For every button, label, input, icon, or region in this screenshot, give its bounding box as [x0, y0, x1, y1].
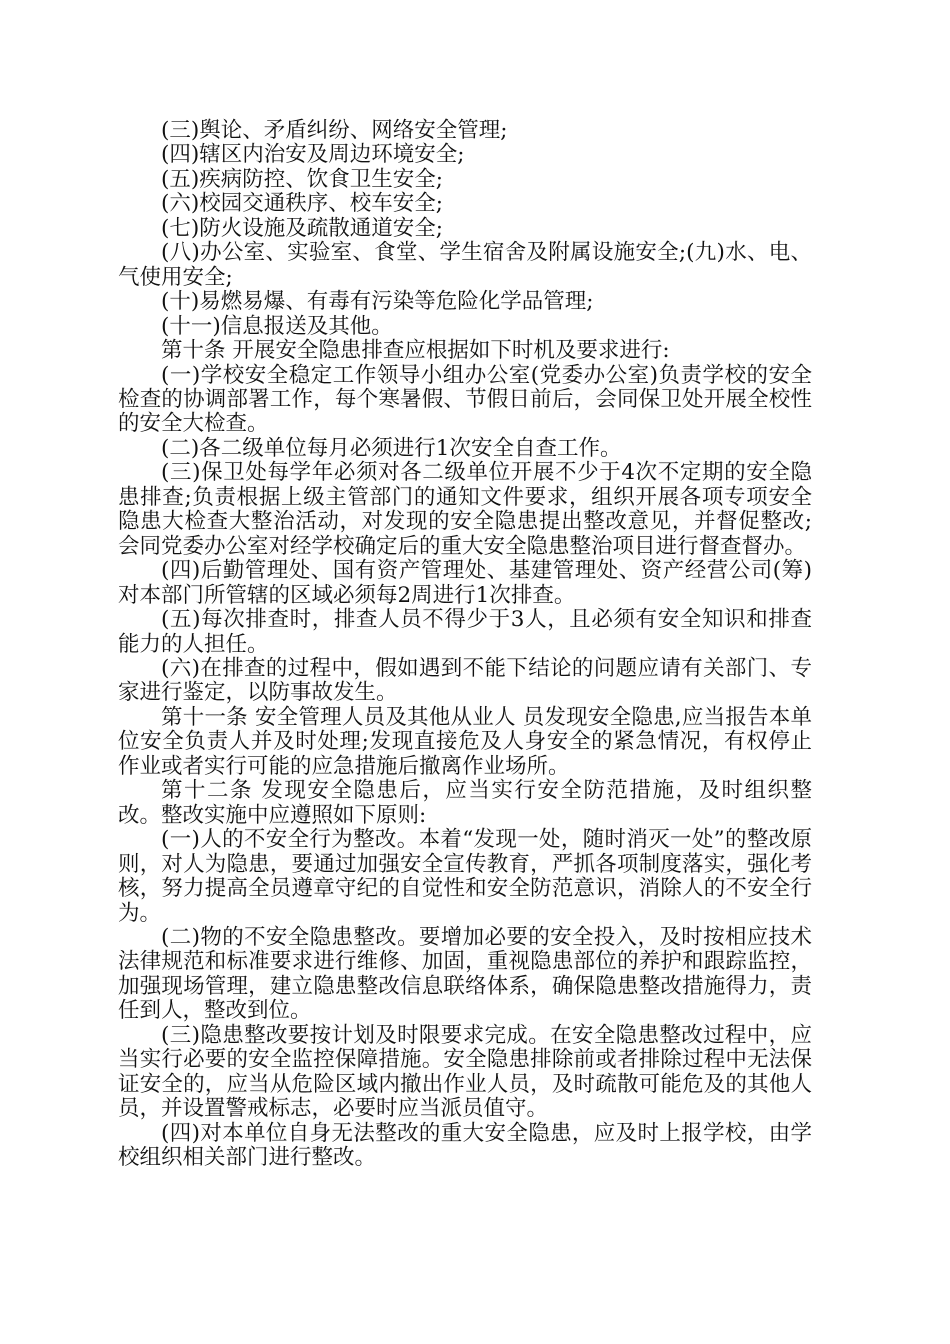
paragraph: (四)辖区内治安及周边环境安全;	[161, 142, 465, 168]
paragraph: (三)保卫处每学年必须对各二级单位开展不少于4次不定期的安全隐患排查;负责根据上级主管部门的通知文件要求，组织开展各项专项安全隐患大检查大整治活动，对发现的安全隐患提出整改意见，并督促整改;会同党委办公室对经学校确定后的重大安全隐患整治项目进行督查督办。	[118, 460, 812, 559]
document-page	[118, 119, 812, 1170]
article-eleven: 第十一条 安全管理人员及其他从业人 员发现安全隐患,应当报告本单位安全负责人并及时处理;发现直接危及人身安全的紧急情况，有权停止作业或者实行可能的应急措施后撤离作业场所。	[118, 704, 812, 779]
paragraph: (六)在排查的过程中，假如遇到不能下结论的问题应请有关部门、专家进行鉴定，以防事故发生。	[118, 655, 812, 706]
paragraph: (五)疾病防控、饮食卫生安全;	[161, 166, 444, 192]
paragraph: (一)学校安全稳定工作领导小组办公室(党委办公室)负责学校的安全检查的协调部署工作，每个寒暑假、节假日前后，会同保卫处开展全校性的安全大检查。	[118, 362, 812, 437]
paragraph: (十)易燃易爆、有毒有污染等危险化学品管理;	[161, 289, 594, 315]
article-twelve: 第十二条 发现安全隐患后，应当实行安全防范措施，及时组织整改。整改实施中应遵照如下原则:	[118, 778, 812, 828]
paragraph: (四)后勤管理处、国有资产管理处、基建管理处、资产经营公司(筹)对本部门所管辖的区域必须每2周进行1次排查。	[118, 558, 812, 608]
paragraph: (三)舆论、矛盾纠纷、网络安全管理;	[161, 118, 508, 143]
paragraph: (八)办公室、实验室、食堂、学生宿舍及附属设施安全;(九)水、电、气使用安全;	[118, 240, 812, 290]
paragraph: (七)防火设施及疏散通道安全;	[161, 215, 444, 241]
paragraph: (三)隐患整改要按计划及时限要求完成。在安全隐患整改过程中，应当实行必要的安全监控保障措施。安全隐患排除前或者排除过程中无法保证安全的，应当从危险区域内撤出作业人员，及时疏散可能危及的其他人员，并设置警戒标志，必要时应当派员值守。	[118, 1022, 812, 1122]
article-ten-heading: 第十条 开展安全隐患排查应根据如下时机及要求进行:	[161, 338, 670, 364]
paragraph: (五)每次排查时，排查人员不得少于3人，且必须有安全知识和排查能力的人担任。	[118, 607, 812, 657]
paragraph: (四)对本单位自身无法整改的重大安全隐患，应及时上报学校，由学校组织相关部门进行整改。	[118, 1120, 812, 1171]
paragraph: (二)物的不安全隐患整改。要增加必要的安全投入，及时按相应技术法律规范和标准要求进行维修、加固，重视隐患部位的养护和跟踪监控，加强现场管理，建立隐患整改信息联络体系，确保隐患整改措施得力，责任到人，整改到位。	[118, 924, 812, 1024]
paragraph: (二)各二级单位每月必须进行1次安全自查工作。	[161, 435, 622, 461]
paragraph: (一)人的不安全行为整改。本着“发现一处，随时消灭一处”的整改原则，对人为隐患，要通过加强安全宣传教育，严抓各项制度落实，强化考核，努力提高全员遵章守纪的自觉性和安全防范意识，消除人的不安全行为。	[118, 827, 812, 926]
paragraph: (六)校园交通秩序、校车安全;	[161, 191, 444, 217]
paragraph: (十一)信息报送及其他。	[161, 313, 393, 339]
